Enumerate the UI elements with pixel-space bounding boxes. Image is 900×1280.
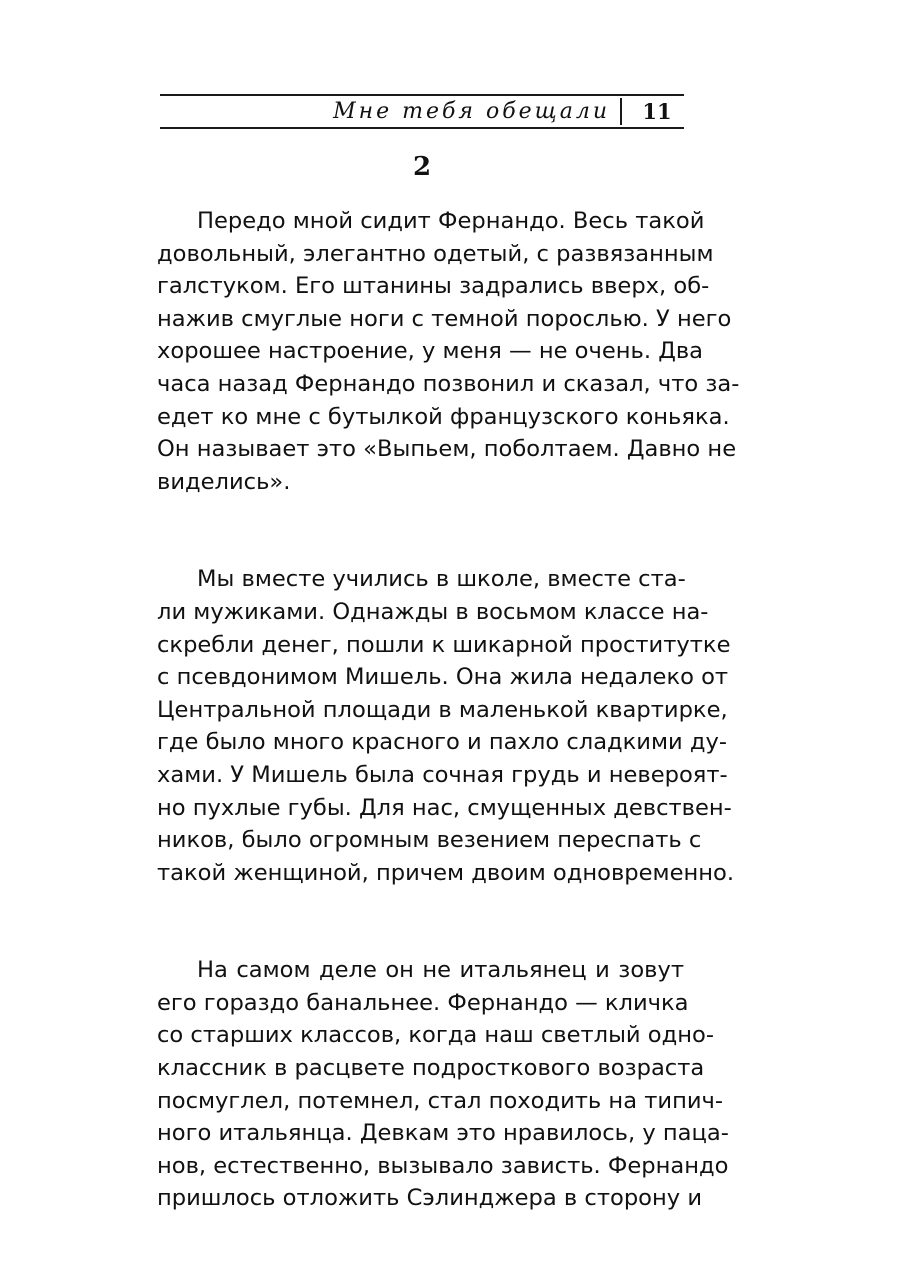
text-line: его гораздо банальнее. Фернандо — кличка xyxy=(157,989,689,1016)
text-line: классник в расцвете подросткового возраста xyxy=(157,1055,705,1082)
text-line: со старших классов, когда наш светлый одно- xyxy=(157,1022,714,1049)
page-number: 11 xyxy=(642,99,672,124)
text-line: где было много красного и пахло сладкими ду- xyxy=(157,729,728,756)
text-line: пришлось отложить Сэлинджера в сторону и xyxy=(157,1185,702,1212)
header-top-rule xyxy=(160,94,684,96)
text-line: ли мужиками. Однажды в восьмом классе на- xyxy=(157,598,709,625)
text-line: Мы вместе учились в школе, вместе ста- xyxy=(197,566,686,593)
body-text xyxy=(157,205,740,1280)
text-line: Он называет это «Выпьем, поболтаем. Давно не xyxy=(157,436,737,463)
header-separator xyxy=(620,98,622,125)
chapter-number: 2 xyxy=(412,152,432,182)
text-line: ников, было огромным везением переспать с xyxy=(157,827,702,854)
paragraph xyxy=(157,954,729,1215)
text-line: Передо мной сидит Фернандо. Весь такой xyxy=(197,208,705,234)
paragraph xyxy=(157,563,735,889)
running-title: Мне тебя обещали xyxy=(333,99,610,124)
text-line: На самом деле он не итальянец и зовут xyxy=(197,957,684,984)
text-line: нов, естественно, вызывало зависть. Фернандо xyxy=(157,1152,729,1179)
text-line: хорошее настроение, у меня — не очень. Два xyxy=(157,338,704,365)
text-line: такой женщиной, причем двоим одновременно. xyxy=(157,859,735,886)
text-line: ного итальянца. Девкам это нравилось, у паца- xyxy=(157,1120,729,1147)
text-line: галстуком. Его штанины задрались вверх, об- xyxy=(157,273,710,300)
header-bottom-rule xyxy=(160,127,684,129)
text-line: посмуглел, потемнел, стал походить на типич- xyxy=(157,1087,724,1114)
text-line: но пухлые губы. Для нас, смущенных девствен- xyxy=(157,794,732,821)
text-line: часа назад Фернандо позвонил и сказал, что за- xyxy=(157,370,740,397)
paragraph xyxy=(157,205,740,498)
text-line: хами. У Мишель была сочная грудь и невероят- xyxy=(157,761,728,788)
text-line: Центральной площади в маленькой квартирке, xyxy=(157,696,728,723)
text-line: нажив смуглые ноги с темной порослью. У него xyxy=(157,305,732,332)
text-line: с псевдонимом Мишель. Она жила недалеко от xyxy=(157,664,729,691)
text-line: едет ко мне с бутылкой французского коньяка. xyxy=(157,403,730,430)
text-line: довольный, элегантно одетый, с развязанным xyxy=(157,240,714,267)
text-line: скребли денег, пошли к шикарной проститутке xyxy=(157,631,731,658)
text-line: виделись». xyxy=(157,468,291,495)
